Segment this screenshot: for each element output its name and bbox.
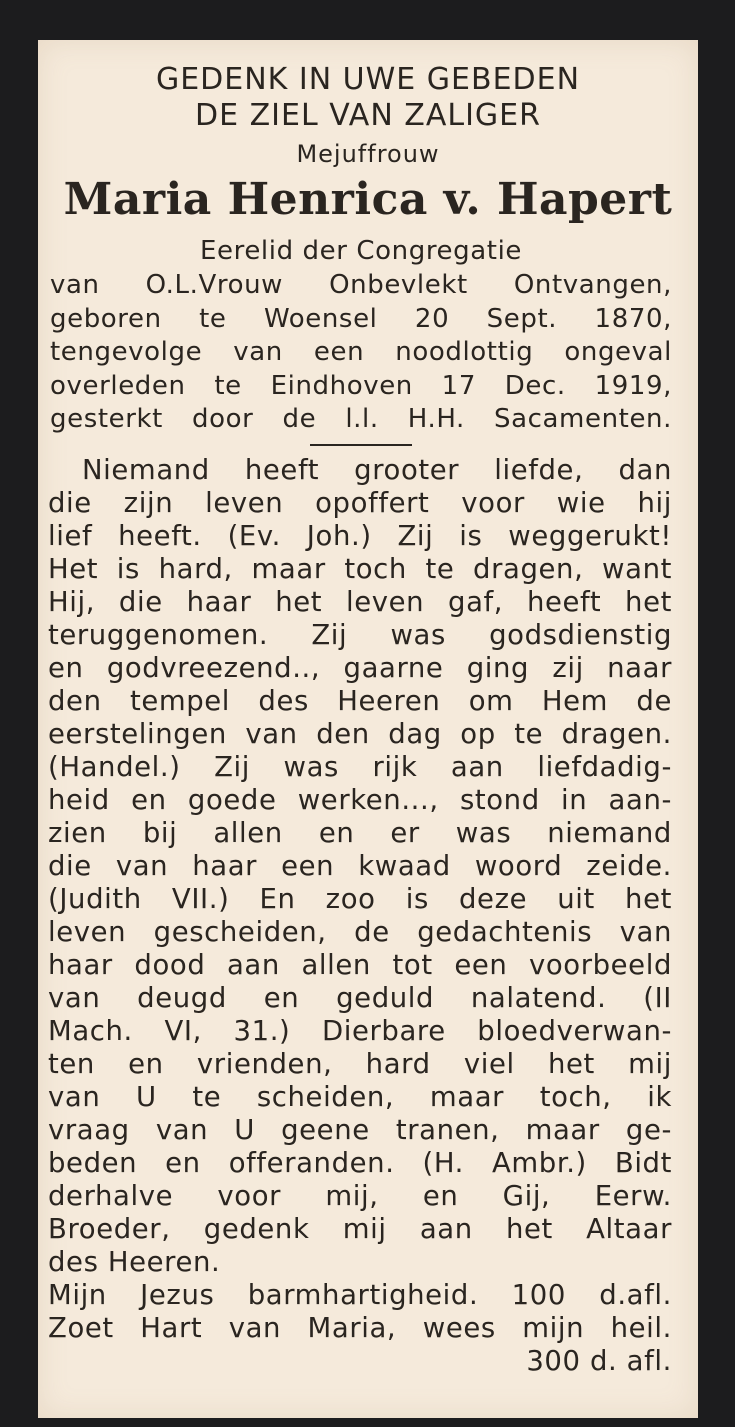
text-line: (Judith VII.) En zoo is deze uit het [48,883,672,915]
info-line: geboren te Woensel 20 Sept. 1870, [50,304,672,334]
text-line: des Heeren. [48,1246,221,1278]
text-line: lief heeft. (Ev. Joh.) Zij is weggerukt! [48,520,672,552]
text-line: zien bij allen en er was niemand [48,817,672,849]
text-line: Mach. VI, 31.) Dierbare bloedverwan- [48,1015,672,1047]
info-line: van O.L.Vrouw Onbevlekt Ontvangen, [50,270,672,300]
info-line: overleden te Eindhoven 17 Dec. 1919, [50,371,672,401]
text-line: Niemand heeft grooter liefde, dan [82,454,672,486]
text-line: vraag van U geene tranen, maar ge- [48,1114,672,1146]
text-line: teruggenomen. Zij was godsdienstig [48,619,672,651]
text-line: beden en offeranden. (H. Ambr.) Bidt [48,1147,672,1179]
divider-rule [310,444,412,446]
deceased-name: Maria Henrica v. Hapert [63,174,673,225]
text-line: die zijn leven opoffert voor wie hij [48,487,672,519]
indulgence-line: Mijn Jezus barmhartigheid. 100 d.afl. [48,1279,672,1311]
info-line: Eerelid der Congregatie [199,236,523,266]
text-line: den tempel des Heeren om Hem de [48,685,672,717]
card-paper [38,40,698,1418]
text-line: en godvreezend.., gaarne ging zij naar [48,652,672,684]
indulgence-line: 300 d. afl. [526,1345,672,1377]
text-line: die van haar een kwaad woord zeide. [48,850,672,882]
honorific-title: Mejuffrouw [296,140,440,168]
text-line: eerstelingen van den dag op te dragen. [48,718,672,750]
text-line: derhalve voor mij, en Gij, Eerw. [48,1180,672,1212]
text-line: (Handel.) Zij was rijk aan liefdadig- [48,751,672,783]
text-line: Het is hard, maar toch te dragen, want [48,553,672,585]
text-line: van deugd en geduld nalatend. (II [48,982,672,1014]
heading-line-2: DE ZIEL VAN ZALIGER [195,98,541,133]
info-line: tengevolge van een noodlottig ongeval [50,337,672,367]
info-line: gesterkt door de l.l. H.H. Sacamenten. [50,404,672,434]
text-line: ten en vrienden, hard viel het mij [48,1048,672,1080]
text-line: heid en goede werken..., stond in aan- [48,784,672,816]
text-line: leven gescheiden, de gedachtenis van [48,916,672,948]
text-line: Broeder, gedenk mij aan het Altaar [48,1213,672,1245]
indulgence-line: Zoet Hart van Maria, wees mijn heil. [48,1312,672,1344]
text-line: van U te scheiden, maar toch, ik [48,1081,672,1113]
text-line: haar dood aan allen tot een voorbeeld [48,949,672,981]
heading-line-1: GEDENK IN UWE GEBEDEN [155,62,581,97]
text-line: Hij, die haar het leven gaf, heeft het [48,586,672,618]
